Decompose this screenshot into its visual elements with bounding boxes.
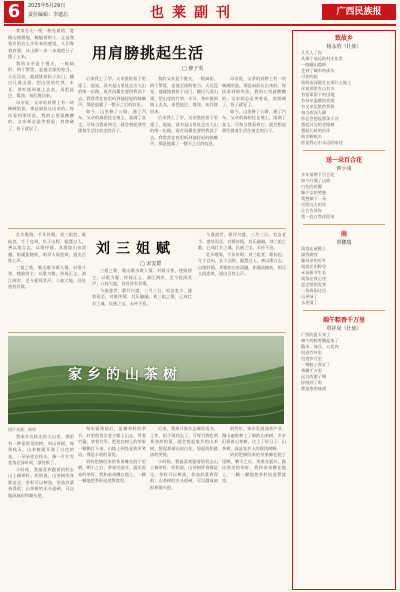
article3-paragraph: 每年霜降前后，是摘茶籽的季节。村里的男女老少都上山去，背着竹篓，拿着竹竿，把挂在树上的茶果一颗颗打下来。山坡上到处是欢声笑语，那是丰收的喜悦。	[78, 426, 146, 457]
poem-line: 糯米、绿豆、五花肉	[301, 344, 339, 349]
article1-col2	[78, 76, 146, 226]
section-title: 也莱副刊	[150, 5, 238, 21]
poem-line: 故乡啊故乡	[301, 134, 322, 139]
poem-line: 多年前种下百合花	[301, 172, 335, 177]
poem-line: 包进竹叶里	[301, 350, 322, 355]
editor-credit: 责任编辑：李遗忘	[28, 12, 69, 18]
article3-paragraph: 奶奶把摘回来的茶果摊在院子里晒，晒干之后，茶果壳裂开，露出黑亮的茶籽。我和弟弟蹲在地上，一颗一颗地把茶籽捡进箩筐里。	[78, 458, 146, 483]
article1-paragraph: 如今，山里修了公路，通了汽车，父亲的扁担挂在墙上，落满了灰尘。可每当我看到它，就会想起那些挑着生活往前走的日子。	[78, 108, 146, 133]
poem-line: 可你的根	[301, 74, 318, 79]
poem-block	[293, 33, 395, 146]
article3-paragraph: 我家乡在桂北的大山里，那里有一种很常见的树，叫山茶树。每到秋天，山茶树就开满了白色的花，一朵朵挂在枝头，像一片片雪花落在绿叶间，漂亮极了。	[8, 434, 74, 465]
poem-line: 禾苗拔节生长	[301, 270, 327, 275]
poem-line: 端午的粽香飘起来了	[301, 338, 339, 343]
article3-paragraph: 前些年，家乡发展油茶产业，漫山遍野种上了新的山茶树。乡亲们靠着山茶树，过上了好日子。山茶树，真是家乡人的摇钱树啊。	[222, 426, 286, 451]
poem-line: 有祖辈留下的田地	[301, 92, 335, 97]
poem-line: 从那个遥远的村庄出发	[301, 56, 343, 61]
page-number: 6	[4, 1, 24, 23]
page-header	[0, 0, 400, 26]
paper-name: 广西民族报	[322, 4, 396, 20]
article3-col4	[222, 426, 286, 588]
poem-line: 你是我心中永远的牵挂	[301, 140, 343, 145]
article1-paragraph: 母亲说，父亲的肩膀上有一块硬硬的茧，那是扁担压出来的。每次看到那块茧，我的心里就酸酸的。父亲却总是笑着说，肩膀硬了，担子就轻了。	[8, 99, 74, 131]
poetry-column	[292, 30, 396, 590]
header-rule	[4, 24, 396, 26]
section-divider	[8, 228, 286, 229]
photo-title: 家乡的山茶树	[68, 367, 182, 383]
poem-line: 白色的花瓣	[301, 184, 322, 189]
article3-col1	[8, 434, 74, 588]
poem-line: 一锅粽子煮好了	[301, 362, 331, 367]
article2-paragraph: 壮乡歌海，千年传唱。刘三姐者，歌仙也。生于宜州，长于山野，聪慧过人，善以歌言志，以歌抒情。其歌如山泉清澈，如溪流婉转，唱尽人间悲欢，道出百姓心声。	[8, 232, 86, 263]
article2-col3	[198, 232, 286, 330]
poem-author: 杨永豹（壮族）	[326, 44, 362, 50]
poem-author: 覃祥周（壮族）	[326, 326, 362, 332]
tea-hills-photo	[8, 336, 284, 424]
poem-line: 广西的夏天来了	[301, 332, 331, 337]
poem-line: 有父亲沉默的背影	[301, 104, 335, 109]
poem-line: 想起儿时的伙伴	[301, 128, 331, 133]
article1-byline: □ 廖子英	[182, 66, 204, 72]
poem-line: 思念悄悄发芽	[301, 282, 327, 287]
poem-line: 你总会想起那条小河	[301, 116, 339, 121]
poem-line: 一路翻山越岭	[301, 62, 327, 67]
article2-byline: □ 宋安群	[140, 261, 162, 267]
poem-line: 雨落在我心里	[301, 276, 327, 281]
poem-author: 覃鹏瑞	[336, 240, 352, 246]
photo-credit: 图片来源：网络	[8, 427, 36, 432]
poem-line: 像少女的笑脸	[301, 190, 327, 195]
poem-block	[293, 155, 395, 220]
article2-paragraph: 三姐之歌，歌山歌水歌人情。对歌斗智，挫败财主；以歌为媒，传扬正义。漓江两岸，至今犹闻其声；八桂大地，处处皆有其歌。	[92, 268, 192, 286]
article2-col2	[92, 268, 192, 330]
poem-line: 你说那里有山有水	[301, 86, 335, 91]
poem-divider	[303, 224, 385, 225]
article1-col4	[222, 76, 286, 226]
article1-paragraph: 后来我上了学，父亲挑的担子更重了。他说，读书是山里娃走出大山的唯一出路，再苦再累也要供我读下去。我常常在夜里听到他轻轻的咳嗽声，那是他累了一整天之后的叹息。	[78, 76, 146, 107]
poem-line: 我想摘下一朵	[301, 196, 327, 201]
poem-line: 远方的游子啊	[301, 374, 327, 379]
article2-col1	[8, 232, 86, 330]
article1-col3	[150, 76, 218, 226]
poem-author: 钟小浅	[336, 166, 352, 172]
poem-line: 让它告诉你	[301, 208, 322, 213]
article2-paragraph: 今逢盛世，歌圩兴盛。三月三日，男女老少，盛装而至，对歌传情，其乐融融。刘三姐之歌，已成壮乡之魂，民族之宝，永传不息。	[198, 232, 286, 250]
poem-line: 我一直在等你回来	[301, 214, 335, 219]
article3-col3	[150, 426, 218, 588]
poem-line: 你闻到了吗	[301, 380, 322, 385]
poem-divider	[303, 310, 385, 311]
poem-line: 那是家的味道	[301, 386, 327, 391]
poem-line: 有母亲温暖的炊烟	[301, 98, 335, 103]
article2-paragraph: 壮乡歌海，千年传唱。刘三姐者，歌仙也。生于宜州，长于山野，聪慧过人，善以歌言志，以歌抒情。其歌如山泉清澈，如溪流婉转，唱尽人间悲欢，道出百姓心声。	[198, 251, 286, 276]
article2-paragraph: 三姐之歌，歌山歌水歌人情。对歌斗智，挫败财主；以歌为媒，传扬正义。漓江两岸，至今犹闻其声；八桂大地，处处皆有其歌。	[8, 264, 86, 289]
poem-line: 想起河边的老榕树	[301, 122, 335, 127]
poem-title: 致故乡	[334, 35, 353, 42]
issue-date: 2025年5月29日	[28, 3, 66, 9]
poem-title: 送一朵百合花	[325, 157, 362, 164]
poem-line: 几代人了你	[301, 50, 322, 55]
poem-title: 雨	[340, 231, 347, 238]
article1-title: 用肩膀挑起生活	[92, 44, 205, 62]
poem-divider	[303, 150, 385, 151]
poem-line: 始终深深地扎在那片土地上	[301, 80, 352, 85]
article3-col2	[78, 426, 146, 588]
article1-paragraph: 母亲说，父亲的肩膀上有一块硬硬的茧，那是扁担压出来的。每次看到那块茧，我的心里就酸酸的。父亲却总是笑着说，肩膀硬了，担子就轻了。	[222, 76, 286, 107]
poem-title: 端午粽香千万里	[322, 317, 365, 324]
article3-paragraph: 小时候，我最喜欢跟着奶奶去山上摘茶籽。奶奶说，山茶树浑身都是宝，茶籽可以榨油，茶油炒菜香得很；山茶树的木头很硬，可以做成扁担和锄头把。	[150, 458, 218, 490]
poem-block	[293, 229, 395, 306]
poem-line: 走到了城市的街头	[301, 68, 335, 73]
poem-line: 雨落在田野里	[301, 264, 327, 269]
poem-line: 雨落在屋檐上	[301, 246, 327, 251]
poem-line: 包进岁月里	[301, 356, 322, 361]
poem-line: 山更绿了	[301, 294, 318, 299]
poem-line: 香飘千万里	[301, 368, 322, 373]
article3-paragraph: 小时候，我最喜欢跟着奶奶去山上摘茶籽。奶奶说，山茶树浑身都是宝，茶籽可以榨油，茶油炒菜香得很；山茶树的木头很硬，可以做成扁担和锄头把。	[8, 466, 74, 498]
poem-block	[293, 315, 395, 392]
article2-title: 刘三姐赋	[96, 241, 176, 257]
article3-paragraph: 后来，我离开家乡去城里读书、工作，很少再回去了。可每当我吃到茶油炒的菜，就会想起家乡的山茶树，想起那满山的白花，想起奶奶慈祥的笑脸。	[150, 426, 218, 457]
poem-line: 每当夜深人静	[301, 110, 327, 115]
poem-line: 如今开满了山坡	[301, 178, 331, 183]
poem-line: 送给远方的你	[301, 202, 327, 207]
article1-paragraph: 我的父亲是个挑夫，一根扁担、两个箩筐，是他全部的家当。天还没亮，他就挑着担子出门，翻过几道山梁，把山里的竹笋、木耳、茶叶挑到镇上去卖，再把盐巴、煤油、布匹挑回来。	[8, 60, 74, 98]
article1-paragraph: 我家在山一座一座连着的，宽路山慢慢地，蜿蜒着的小，正是我家乡的这么多年来的感觉，人们靠着肩膀，从山脚一步一步地把日子挑了上来。	[8, 28, 74, 59]
article1-paragraph: 我的父亲是个挑夫，一根扁担、两个箩筐，是他全部的家当。天还没亮，他就挑着担子出门，翻过几道山梁，把山里的竹笋、木耳、茶叶挑到镇上去卖，再把盐巴、煤油、布匹挑回来。	[150, 76, 218, 114]
article2-paragraph: 今逢盛世，歌圩兴盛。三月三日，男女老少，盛装而至，对歌传情，其乐融融。刘三姐之歌，已成壮乡之魂，民族之宝，永传不息。	[92, 287, 192, 306]
section-divider	[8, 332, 286, 333]
poem-line: 一场春雨过后	[301, 288, 327, 293]
poem-line: 水更清了	[301, 300, 318, 305]
article3-paragraph: 奶奶把摘回来的茶果摊在院子里晒，晒干之后，茶果壳裂开，露出黑亮的茶籽。我和弟弟蹲在地上，一颗一颗地把茶籽捡进箩筐里。	[222, 452, 286, 483]
poem-line: 像母亲的叮咛	[301, 258, 327, 263]
article1-paragraph: 如今，山里修了公路，通了汽车，父亲的扁担挂在墙上，落满了灰尘。可每当我看到它，就会想起那些挑着生活往前走的日子。	[222, 108, 286, 133]
poem-line: 滴答滴答	[301, 252, 318, 257]
article1-col1	[8, 28, 74, 226]
article1-paragraph: 后来我上了学，父亲挑的担子更重了。他说，读书是山里娃走出大山的唯一出路，再苦再累也要供我读下去。我常常在夜里听到他轻轻的咳嗽声，那是他累了一整天之后的叹息。	[150, 115, 218, 146]
